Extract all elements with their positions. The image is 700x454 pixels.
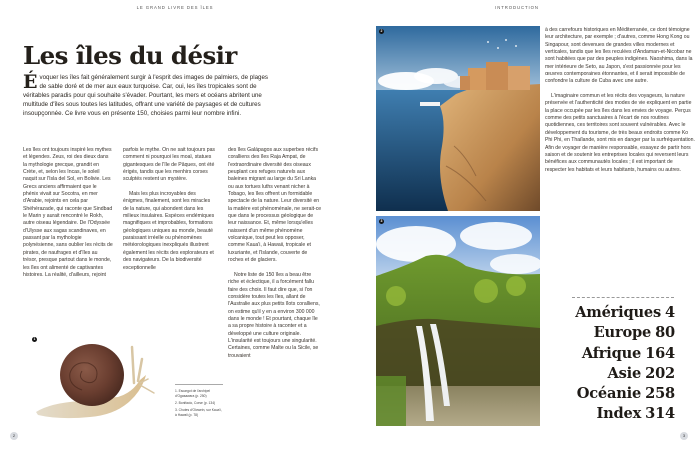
body-paragraph: Mais les plus incroyables des énigmes, finalement, sont les miracles de la nature, qui abondent dans les milieux insulaires. Espèces endémiques magnifiques et improbables, formations géologiques uniques au monde, beauté paraissant irréelle ou phénomènes météorologiques inexpliqués illustrent également les récits des explorateurs et des navigateurs. De la biodiversité exceptionnelle: [123, 191, 215, 271]
running-head-right: INTRODUCTION: [495, 5, 539, 10]
toc-label: Amériques: [575, 304, 662, 321]
toc-item-afrique[interactable]: [540, 344, 675, 364]
toc-page: 4: [665, 304, 675, 321]
toc-page: 314: [645, 405, 675, 423]
caption-rule: [175, 384, 223, 385]
lede-paragraph: [23, 73, 273, 118]
body-paragraph: Les îles ont toujours inspiré les mythes et légendes. Zeus, roi des dieux dans la mythologie grecque, grandit en Crète, et, selon les Incas, le soleil naquit sur l'Isla del Sol, en Bolivie. Les Grecs anciens affirmaient que le phénix vivait sur Socotra, en mer d'Arabie, rejoints en cela par Shéhérazade, qui raconte que Sindbad le Marin y aurait rencontré le Rokh, autre oiseau légendaire. De l'Odyssée d'Ulysse aux sagas scandinaves, en passant par la mythologie polynésienne, sans oublier les récits de pirates, de naufrages et d'îles au trésor, presque partout dans le monde, les îles ont alimenté de captivantes histoires. La réalité, d'ailleurs, rejoint: [23, 147, 113, 278]
page-number-left: 2: [10, 432, 18, 440]
photo-waterfall: [376, 216, 540, 426]
body-column-1: [23, 147, 113, 279]
snail-icon: [30, 335, 160, 425]
toc-item-ameriques[interactable]: [540, 303, 675, 323]
figure-number-3: 3: [380, 219, 383, 223]
toc-label: Asie: [607, 364, 642, 382]
running-head-left: LE GRAND LIVRE DES ÎLES: [136, 5, 214, 10]
page-title: Les îles du désir: [23, 41, 237, 70]
figure-number-2: 2: [380, 29, 383, 33]
toc-item-europe[interactable]: [540, 323, 675, 343]
waterfall-photo: [376, 216, 540, 426]
body-paragraph: parfois le mythe. On ne sait toujours pas comment ni pourquoi les moaï, statues gigantesques de l'île de Pâques, ont été érigés, tandis que les menhirs corses sculptés restent un mystère.: [123, 147, 216, 183]
toc-page: 202: [645, 364, 675, 382]
body-paragraph: Notre liste de 150 îles a beau être riche et éclectique, il a forcément fallu faire des choix. Il faut dire que, si l'on considère toutes les îles, allant de l'Australie aux plus petits îlots coralliens, on estime qu'il y en a environ 300 000 dans le monde ! Et pourtant, chaque île a sa propre histoire à raconter et a développé une culture originale. L'insularité est toujours une singularité. Certaines, comme Malte ou la Sicile, se trouvaient: [228, 271, 320, 359]
toc-page: 80: [655, 324, 675, 342]
toc-item-asie[interactable]: [540, 364, 675, 384]
caption-item: 2. Bonifacio, Corse (p. 134): [175, 401, 216, 405]
toc-item-oceanie[interactable]: [540, 384, 675, 404]
toc-label: Afrique: [581, 344, 642, 362]
body-paragraph: des îles Galápagos aux superbes récifs coralliens des îles Raja Ampat, de l'extraordinaire diversité des oiseaux peuplant ces refuges naturels aux baleines migrant au large du Sri Lanka ou aux tortues luths venant nicher à Tobago, les îles offrent un formidable spectacle de la nature. Leur diversité en la matière est phénoménale, ne serait-ce que dans le processus géologique de leur naissance. Et, même lorsqu'elles naissent d'un même phénomène volcanique, tout peut les opposer, comme Kaua'i, à Hawaii, tropicale et luxuriante, et l'Islande, couverte de roches et de glaciers.: [228, 147, 322, 264]
toc-label: Europe: [593, 324, 652, 342]
page-number-right: 3: [680, 432, 688, 440]
body-paragraph: à des carrefours historiques en Méditerranée, ce dont témoigne leur architecture, par exemple ; d'autres, comme Hong Kong ou Singapour, sont devenues de grandes villes modernes et verticales, tandis que les îles reculées d'Andaman-et-Nicobar ne sont habitées que par des peuples indigènes. Naoshima, dans la mer intérieure de Seto, au Japon, s'est passionnée pour les œuvres contemporaines étonnantes, et il serait impossible de confondre la culture de Cuba avec une autre.: [545, 27, 693, 85]
toc-page: 258: [645, 385, 675, 403]
toc-label: Océanie: [576, 385, 642, 403]
toc-divider: [572, 297, 674, 298]
body-column-2: [123, 147, 215, 272]
toc-label: Index: [596, 405, 642, 423]
photo-credit: [366, 360, 370, 422]
cliff-town-photo: [376, 26, 540, 211]
table-of-contents: [540, 303, 675, 425]
photo-bonifacio: [376, 26, 540, 211]
right-page: [350, 0, 700, 454]
toc-item-index[interactable]: [540, 404, 675, 424]
caption-item: 1. Escargot de l'archipel d'Ogasawara (p. 250): [175, 389, 211, 398]
caption-item: 3. Chutes d'Olowein, sur Kaua'i, à Hawaii (p. 78): [175, 408, 222, 417]
body-column-3: [228, 147, 322, 360]
snail-illustration: [30, 335, 160, 425]
toc-page: 164: [645, 344, 675, 362]
figure-captions: [175, 384, 223, 420]
drop-cap: É: [23, 71, 38, 93]
lede-text: voquer les îles fait généralement surgir à l'esprit des images de palmiers, de plages de sable doré et de mer aux eaux turquoise. Car, oui, les îles tropicales sont de véritables paradis pour qui souhaite s'évader. Pourtant, les mers et océans abritent une multitude d'îles sous toutes les latitudes, offrant une variété de paysages et de cultures insoupçonnée. Ce livre vous en présente 150, choisies parmi leur nombre infini.: [23, 74, 269, 118]
body-paragraph: L'imaginaire commun et les récits des voyageurs, la nature préservée et l'authenticité des modes de vie expliquent en partie la place occupée par les îles dans les envies de voyage. Perçus comme des petits sanctuaires à l'écart de nos routines quotidiennes, ces territoires sont souvent vulnérables. Avec le développement du tourisme, de très beaux endroits comme Ko Phi Phi, en Thaïlande, sont mis en danger par la surfréquentation. Afin de voyager de manière responsable, essayez de partir hors saison et de soutenir les entreprises locales qui reversent leurs bénéfices aux communautés locales ; il est important de respecter les habitats et leurs habitants, humains ou autres.: [545, 93, 695, 173]
figure-number-1: 1: [33, 337, 36, 341]
body-column-right: [545, 27, 695, 174]
